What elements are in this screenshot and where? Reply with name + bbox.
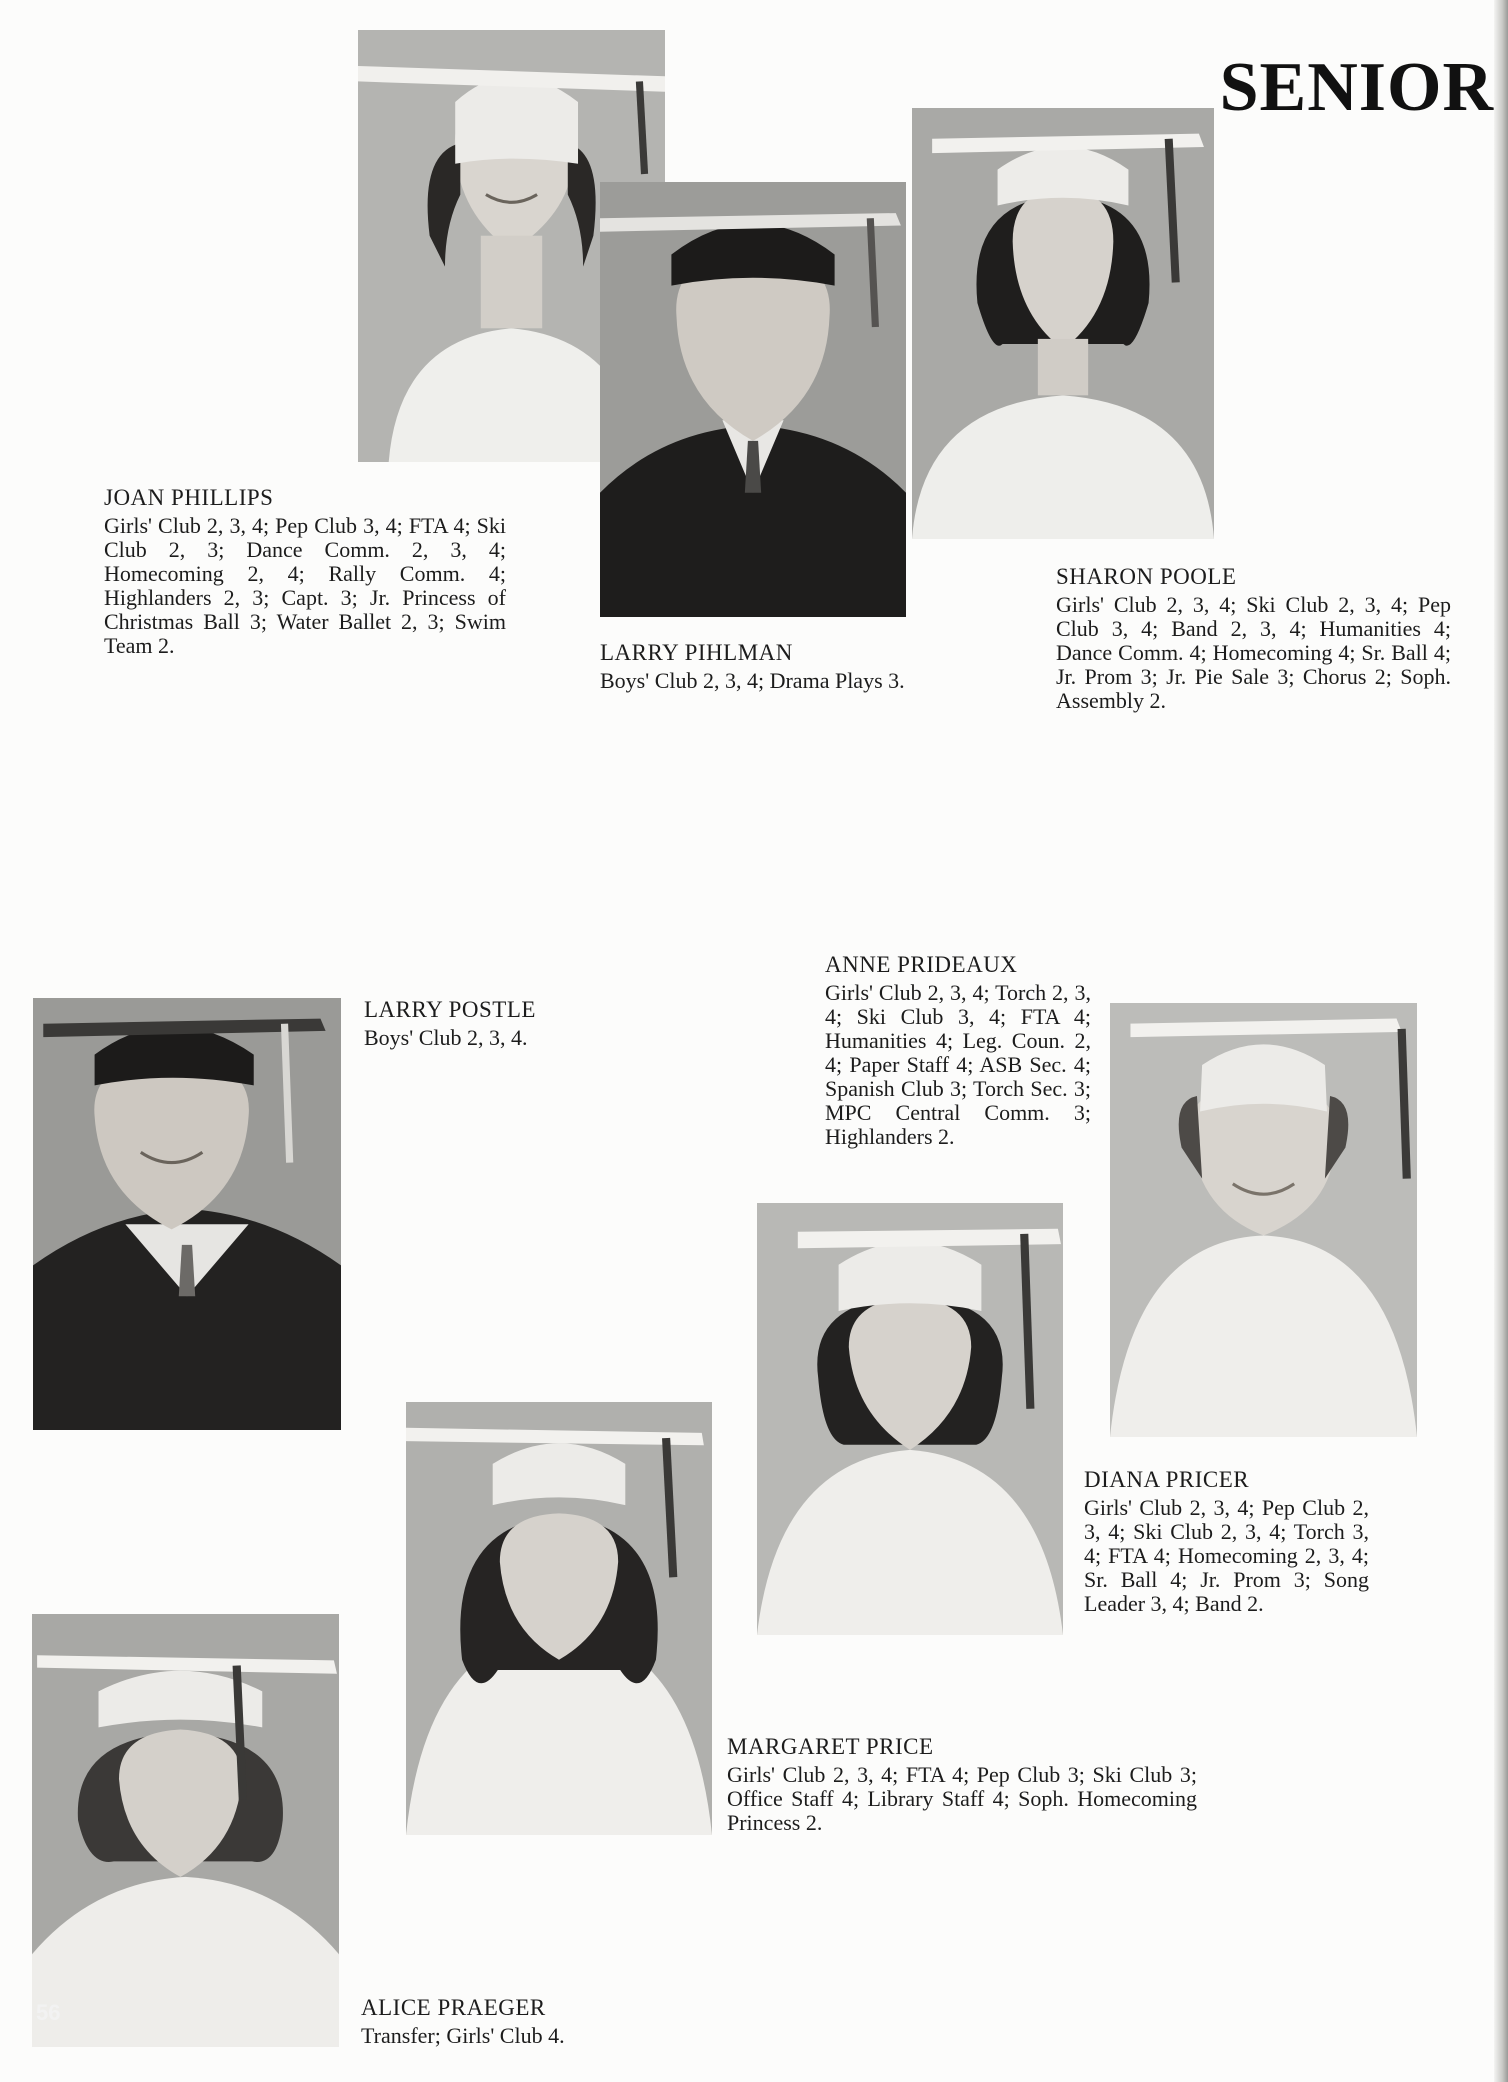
senior-activities: Girls' Club 2, 3, 4; Pep Club 3, 4; FTA 4; Ski Club 2, 3; Dance Comm. 2, 3, 4; Homecoming 2, 4; Rally Comm. 4; Highlanders 2, 3; Capt. 3; Jr. Princess of Christmas Ball 3; Water Ballet 2, 3; Swim Team 2. — [104, 513, 506, 658]
portrait-anne-prideaux — [757, 1203, 1063, 1635]
portrait-margaret-price — [406, 1402, 712, 1835]
senior-name: JOAN PHILLIPS — [104, 485, 274, 510]
portrait-larry-postle — [33, 998, 341, 1430]
senior-activities: Girls' Club 2, 3, 4; FTA 4; Pep Club 3; Ski Club 3; Office Staff 4; Library Staff 4; Soph. Homecoming Princess 2. — [727, 1762, 1197, 1835]
senior-activities: Girls' Club 2, 3, 4; Pep Club 2, 3, 4; Ski Club 2, 3, 4; Torch 3, 4; FTA 4; Homecoming 2, 3, 4; Sr. Ball 4; Jr. Prom 3; Song Leader 3, 4; Band 2. — [1084, 1495, 1369, 1616]
caption-sharon-poole — [1056, 565, 1451, 713]
senior-activities: Boys' Club 2, 3, 4. — [364, 1025, 528, 1050]
portrait-alice-praeger — [32, 1614, 339, 2047]
senior-name: DIANA PRICER — [1084, 1467, 1250, 1492]
caption-alice-praeger — [361, 1996, 661, 2048]
caption-anne-prideaux — [825, 953, 1091, 1149]
senior-activities: Girls' Club 2, 3, 4; Ski Club 2, 3, 4; Pep Club 3, 4; Band 2, 3, 4; Humanities 4; Dance Comm. 4; Homecoming 4; Sr. Ball 4; Jr. Prom 3; Jr. Pie Sale 3; Chorus 2; Soph. Assembly 2. — [1056, 592, 1451, 713]
senior-activities: Transfer; Girls' Club 4. — [361, 2023, 565, 2048]
senior-activities: Boys' Club 2, 3, 4; Drama Plays 3. — [600, 668, 905, 693]
senior-name: ANNE PRIDEAUX — [825, 952, 1018, 977]
senior-name: ALICE PRAEGER — [361, 1995, 546, 2020]
caption-margaret-price — [727, 1735, 1197, 1835]
caption-joan-phillips — [104, 486, 506, 658]
senior-name: LARRY POSTLE — [364, 997, 536, 1022]
senior-activities: Girls' Club 2, 3, 4; Torch 2, 3, 4; Ski Club 3, 4; FTA 4; Humanities 4; Leg. Coun. 2, 4; Paper Staff 4; ASB Sec. 4; Spanish Club 3; Torch Sec. 3; MPC Central Comm. 3; Highlanders 2. — [825, 980, 1091, 1149]
senior-name: LARRY PIHLMAN — [600, 640, 793, 665]
portrait-diana-pricer — [1110, 1003, 1417, 1437]
portrait-sharon-poole — [912, 108, 1214, 539]
caption-larry-pihlman — [600, 641, 970, 693]
senior-name: MARGARET PRICE — [727, 1734, 934, 1759]
caption-larry-postle — [364, 998, 624, 1050]
page-heading: SENIOR — [1219, 49, 1494, 126]
senior-name: SHARON POOLE — [1056, 564, 1237, 589]
caption-diana-pricer — [1084, 1468, 1369, 1616]
page-edge-shadow — [1494, 0, 1508, 2082]
page-number: 56 — [36, 2000, 61, 2025]
portrait-larry-pihlman — [600, 182, 906, 617]
